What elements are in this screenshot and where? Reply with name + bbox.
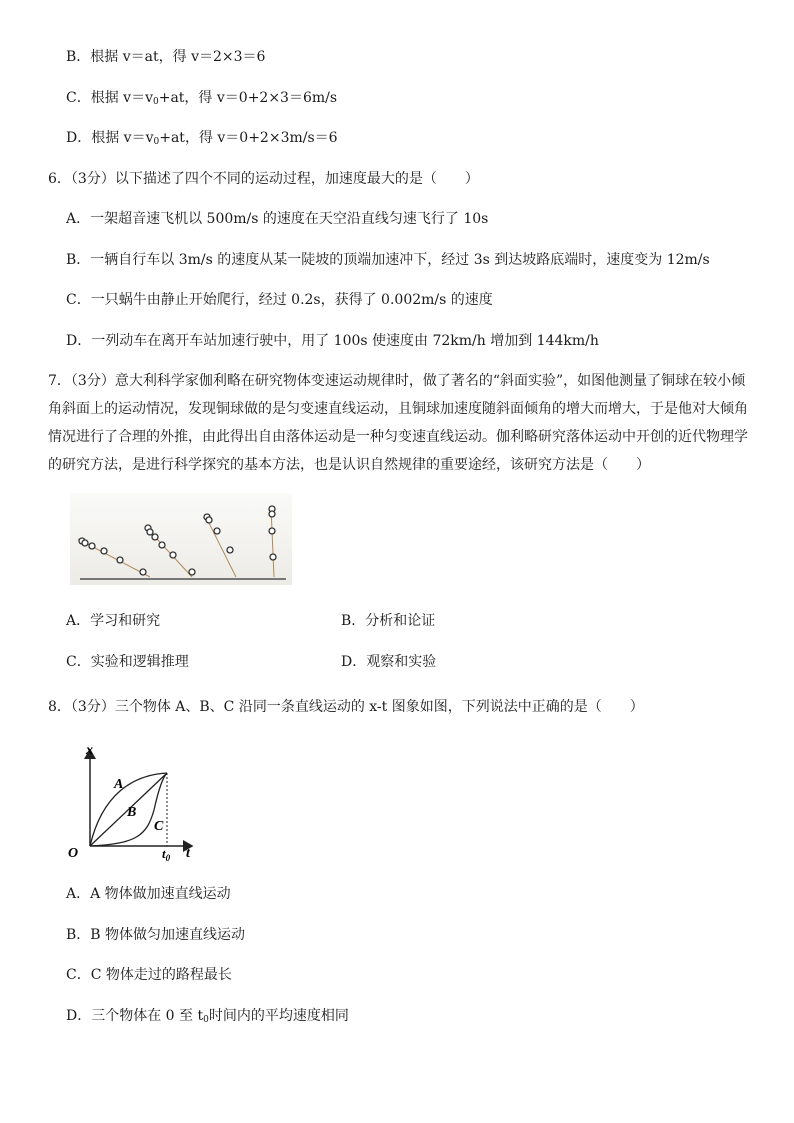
q7-stem: 7．（3分）意大利科学家伽利略在研究物体变速运动规律时，做了著名的“斜面实验”，如图他测量了铜球在较小倾角斜面上的运动情况，发现铜球做的是匀变速直线运动，且铜球加速度随斜面倾角的增大而增大，于是他对大倾角情况进行了合理的外推，由此得出自由落体运动是一种匀变速直线运动。伽利略研究落体运动中开创的近代物理学的研究方法，是进行科学探究的基本方法，也是认识自然规律的重要途经，该研究方法是（ ） <box>48 373 748 473</box>
option-text: C．C 物体走过的路程最长 <box>66 967 232 983</box>
option-text: 时间内的平均速度相同 <box>208 1008 349 1024</box>
curve-a-label: A <box>114 777 124 792</box>
q6-stem: 6．（3分）以下描述了四个不同的运动过程，加速度最大的是（ ） <box>48 171 479 187</box>
origin-label: O <box>68 846 79 861</box>
q6-option-c: C．一只蜗牛由静止开始爬行，经过 0.2s，获得了 0.002m/s 的速度 <box>66 292 493 308</box>
option-text: B．根据 v＝at，得 v＝2×3＝6 <box>66 49 266 65</box>
q5-option-b <box>66 47 265 67</box>
option-text: +at，得 v＝0+2×3＝6m/s <box>158 90 338 106</box>
q6-option-b: B．一辆自行车以 3m/s 的速度从某一陡坡的顶端加速冲下，经过 3s 到达坡路底端时，速度变为 12m/s <box>66 252 710 268</box>
q8-option-b <box>66 925 245 945</box>
q8-option-c <box>66 965 232 985</box>
q8-stem: 8．（3分）三个物体 A、B、C 沿同一条直线运动的 x-t 图象如图，下列说法中正确的是（ ） <box>48 699 644 715</box>
q7-option-d: D．观察和实验 <box>341 654 437 670</box>
x-t-graph-svg <box>62 740 202 864</box>
option-text: +at，得 v＝0+2×3m/s＝6 <box>159 130 338 146</box>
q5-option-d <box>66 128 338 148</box>
x-axis-label: t <box>186 846 190 861</box>
option-text: C．根据 v＝v <box>66 90 153 106</box>
q8-option-d <box>66 1006 349 1026</box>
curve-b-label: B <box>127 805 137 820</box>
t0-label: $t_0$ <box>162 846 171 863</box>
subscript: 0 <box>203 1015 209 1025</box>
curve-c-label: C <box>154 819 164 834</box>
q6-option-a: A．一架超音速飞机以 500m/s 的速度在天空沿直线匀速飞行了 10s <box>66 211 489 227</box>
option-text: D．根据 v＝v <box>66 130 154 146</box>
subscript: 0 <box>152 97 159 107</box>
option-text: B．B 物体做匀加速直线运动 <box>66 927 246 943</box>
subscript: 0 <box>153 137 160 147</box>
q6-option-d: D．一列动车在离开车站加速行驶中，用了 100s 使速度由 72km/h 增加到 144km/h <box>66 333 599 349</box>
q8-option-a <box>66 884 231 904</box>
q7-option-a: A．学习和研究 <box>66 613 161 629</box>
galileo-experiment-illustration <box>70 493 292 585</box>
q5-option-c <box>66 88 337 108</box>
q7-option-b: B．分析和论证 <box>341 613 436 629</box>
y-axis-label: x <box>86 743 93 758</box>
option-text: D．三个物体在 0 至 t <box>66 1008 204 1024</box>
q7-option-c: C．实验和逻辑推理 <box>66 654 189 670</box>
x-t-graph <box>62 740 202 864</box>
inclined-plane-figure <box>70 493 292 585</box>
option-text: A．A 物体做加速直线运动 <box>66 886 231 902</box>
